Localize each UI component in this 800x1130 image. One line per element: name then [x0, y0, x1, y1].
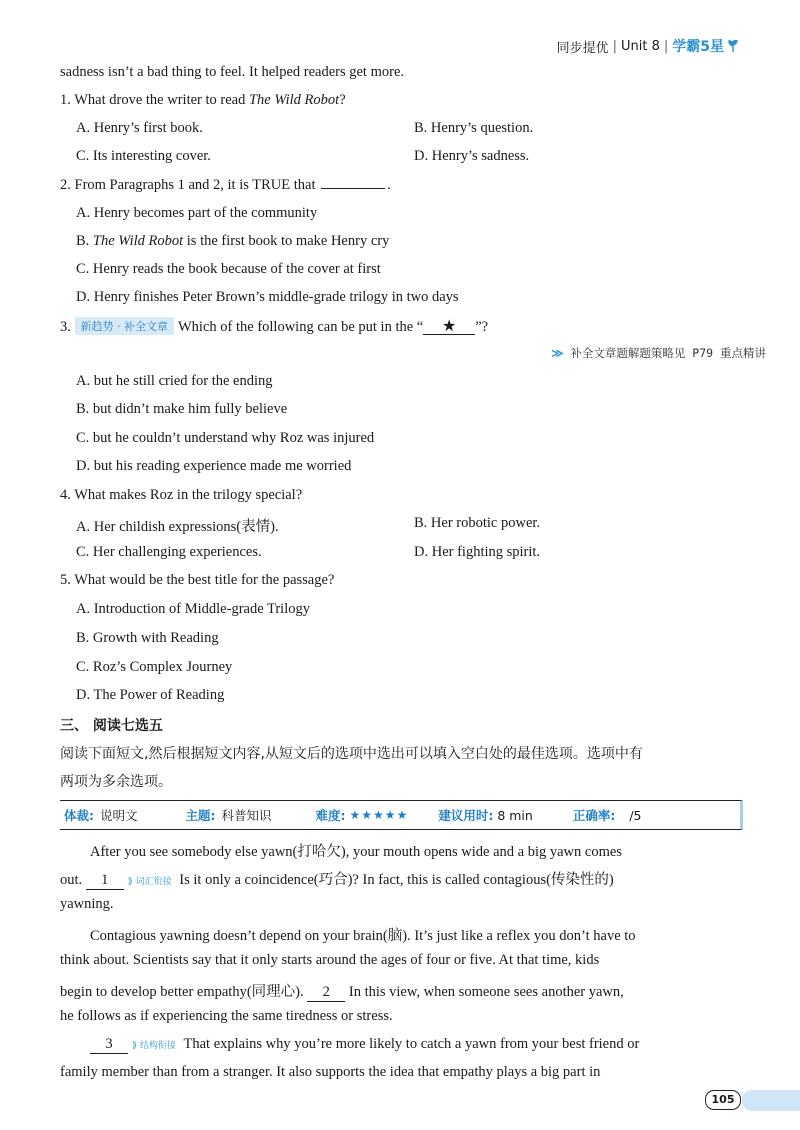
- page-number: 105: [705, 1090, 741, 1110]
- passage-p2-line-3: [60, 980, 624, 1002]
- q1-option-b[interactable]: B. Henry’s question.: [414, 120, 534, 136]
- section-title: 三、 阅读七选五: [60, 718, 163, 734]
- q5-option-a[interactable]: A. Introduction of Middle-grade Trilogy: [76, 601, 310, 617]
- q5-option-b[interactable]: B. Growth with Reading: [76, 630, 219, 646]
- q5-option-d[interactable]: D. The Power of Reading: [76, 687, 225, 703]
- question-text: Which of the following can be put in the “: [178, 319, 424, 335]
- question-number: 3.: [60, 319, 71, 335]
- brand-logo-text: 学霸5星: [672, 39, 724, 55]
- header-separator: |: [612, 38, 617, 54]
- question-text: 1. What drove the writer to read: [60, 92, 249, 108]
- text: That explains why you’re more likely to catch a yawn from your best friend or: [183, 1036, 640, 1052]
- q3-option-a[interactable]: A. but he still cried for the ending: [76, 373, 273, 389]
- blank-1[interactable]: 1: [86, 872, 124, 890]
- passage-p2-line-4: he follows as if experiencing the same tiredness or stress.: [60, 1008, 393, 1024]
- structure-link-label: ⟫ 结构衔接: [132, 1041, 176, 1051]
- double-arrow-icon: ≫: [551, 346, 564, 360]
- passage-p1-line-3: yawning.: [60, 896, 114, 912]
- option-text: is the first book to make Henry cry: [183, 233, 390, 249]
- passage-end-line: sadness isn’t a bad thing to feel. It helped readers get more.: [60, 64, 404, 80]
- vocab-link-label: ⟫ 词汇衔接: [127, 877, 172, 887]
- question-mark: ”?: [475, 319, 489, 335]
- topic-value: 科普知识: [221, 808, 272, 823]
- q3-option-b[interactable]: B. but didn’t make him fully believe: [76, 401, 288, 417]
- page-header: [557, 36, 738, 56]
- q3-option-c[interactable]: C. but he couldn’t understand why Roz was injured: [76, 430, 375, 446]
- difficulty-label: 难度:: [315, 808, 346, 823]
- q1-option-a[interactable]: A. Henry’s first book.: [76, 120, 203, 136]
- blank-3[interactable]: 3: [90, 1036, 128, 1054]
- text: begin to develop better empathy(同理心).: [60, 984, 304, 1000]
- page-tab-decoration: [742, 1090, 800, 1111]
- answer-blank: [321, 176, 385, 189]
- q4-option-d[interactable]: D. Her fighting spirit.: [414, 544, 541, 560]
- passage-p3-line-2: family member than from a stranger. It also supports the idea that empathy plays a big part in: [60, 1064, 601, 1080]
- text: In this view, when someone sees another yawn,: [348, 984, 624, 1000]
- q4-option-b[interactable]: B. Her robotic power.: [414, 515, 541, 531]
- accuracy-value: /5: [629, 807, 642, 823]
- header-separator: |: [663, 38, 669, 54]
- accuracy-label: 正确率:: [572, 808, 616, 823]
- text: Is it only a coincidence(巧合)? In fact, this is called contagious(传染性的): [179, 872, 614, 888]
- difficulty-stars: ★★★★★: [349, 808, 409, 822]
- q2-option-b[interactable]: [76, 233, 389, 250]
- passage-p2-line-2: think about. Scientists say that it only starts around the ages of four or five. At that time, kids: [60, 952, 600, 968]
- strategy-hint[interactable]: [551, 345, 766, 361]
- question-mark: ?: [339, 92, 346, 108]
- passage-p2-line-1: Contagious yawning doesn’t depend on your brain(脑). It’s just like a reflex you don’t have to: [90, 928, 636, 944]
- q4-option-a[interactable]: A. Her childish expressions(表情).: [76, 519, 279, 535]
- text: out.: [60, 872, 83, 888]
- blank-2[interactable]: 2: [307, 984, 345, 1002]
- topic-label: 主题:: [185, 808, 216, 823]
- label-text: 结构衔接: [139, 1041, 176, 1051]
- q1-option-c[interactable]: C. Its interesting cover.: [76, 148, 211, 164]
- new-trend-tag: 新趋势 · 补全文章: [75, 317, 175, 335]
- question-3-stem: [60, 317, 488, 336]
- q2-option-a[interactable]: A. Henry becomes part of the community: [76, 205, 318, 221]
- section-instruction-line-2: 两项为多余选项。: [60, 774, 172, 790]
- header-unit: Unit 8: [620, 38, 660, 54]
- q1-option-d[interactable]: D. Henry’s sadness.: [414, 148, 530, 164]
- question-5-stem: 5. What would be the best title for the passage?: [60, 572, 335, 588]
- time-value: 8 min: [497, 807, 533, 823]
- option-letter: B.: [76, 233, 93, 249]
- period: .: [387, 177, 391, 193]
- label-text: 词汇衔接: [135, 877, 172, 887]
- question-2-stem: [60, 176, 391, 194]
- sprout-icon: [728, 40, 738, 52]
- q4-option-c[interactable]: C. Her challenging experiences.: [76, 544, 262, 560]
- time-label: 建议用时:: [438, 808, 494, 823]
- passage-p3-line-1: [90, 1036, 639, 1054]
- passage-p1-line-2: [60, 868, 614, 890]
- book-title: The Wild Robot: [92, 233, 184, 249]
- passage-p1-line-1: After you see somebody else yawn(打哈欠), your mouth opens wide and a big yawn comes: [90, 844, 622, 860]
- q2-option-d[interactable]: D. Henry finishes Peter Brown’s middle-grade trilogy in two days: [76, 289, 459, 305]
- star-blank: ★: [423, 320, 475, 335]
- q3-option-d[interactable]: D. but his reading experience made me worried: [76, 458, 352, 474]
- question-1-stem: [60, 92, 346, 109]
- book-title: The Wild Robot: [248, 92, 340, 108]
- q5-option-c[interactable]: C. Roz’s Complex Journey: [76, 659, 233, 675]
- question-4-stem: 4. What makes Roz in the trilogy special?: [60, 487, 303, 503]
- question-text: 2. From Paragraphs 1 and 2, it is TRUE that: [60, 177, 316, 193]
- genre-value: 说明文: [100, 808, 138, 823]
- q2-option-c[interactable]: C. Henry reads the book because of the cover at first: [76, 261, 381, 277]
- genre-label: 体裁:: [64, 808, 94, 823]
- header-section: 同步提优: [556, 40, 609, 56]
- section-instruction-line-1: 阅读下面短文,然后根据短文内容,从短文后的选项中选出可以填入空白处的最佳选项。选项中有: [60, 746, 643, 762]
- hint-text: 补全文章题解题策略见 P79 重点精讲: [570, 346, 766, 360]
- exercise-info-bar: [60, 800, 743, 830]
